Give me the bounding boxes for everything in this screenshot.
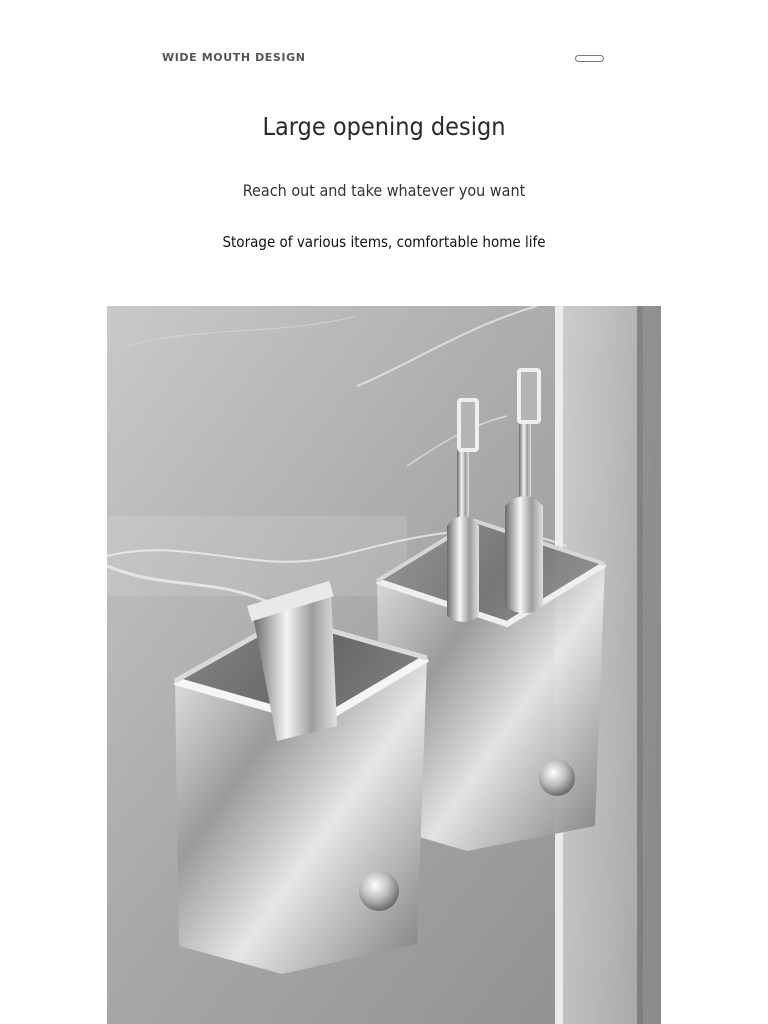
page-title: Large opening design bbox=[262, 112, 506, 141]
product-photo bbox=[107, 306, 661, 1024]
tagline: Storage of various items, comfortable home life bbox=[222, 233, 546, 251]
section-label: WIDE MOUTH DESIGN bbox=[162, 51, 306, 64]
pager-indicator bbox=[575, 55, 604, 62]
subtitle: Reach out and take whatever you want bbox=[242, 181, 526, 200]
